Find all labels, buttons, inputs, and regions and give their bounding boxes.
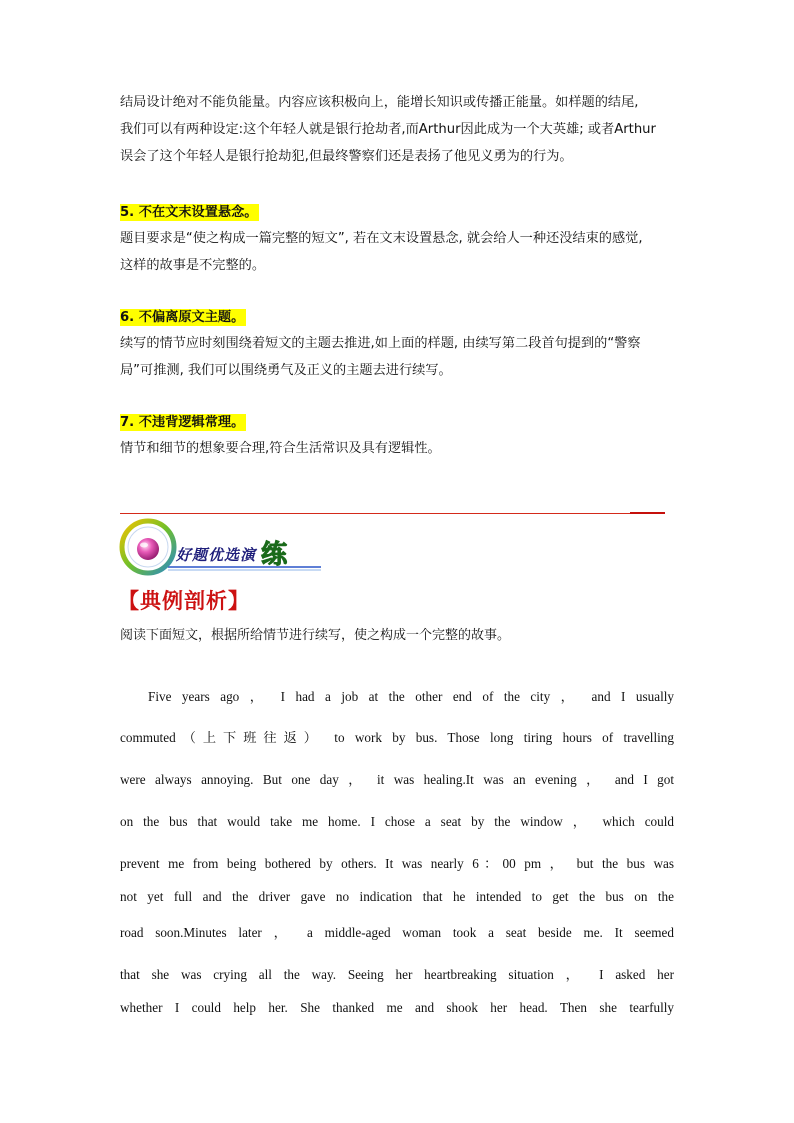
passage-line: not yet full and the driver gave no indication that he intended to get the bus on the xyxy=(120,889,674,904)
body-line: 题目要求是“使之构成一篇完整的短文”, 若在文末设置悬念, 就会给人一种还没结束的感觉, xyxy=(120,231,643,246)
section-heading-6: 6. 不偏离原文主题。 xyxy=(120,310,245,325)
body-line: 情节和细节的想象要合理,符合生活常识及具有逻辑性。 xyxy=(120,441,441,456)
intro-line: 结局设计绝对不能负能量。内容应该积极向上，能增长知识或传播正能量。如样题的结尾, xyxy=(120,95,639,110)
passage-line: were always annoying. But one day ， it was healing.It was an evening ， and I got xyxy=(120,772,674,787)
body-line: 局”可推测, 我们可以围绕勇气及正义的主题去进行续写。 xyxy=(120,363,452,378)
section-title: 【典例剖析】 xyxy=(118,588,250,613)
banner-text-group xyxy=(176,531,287,568)
practice-banner xyxy=(118,518,323,576)
passage-line: commuted（上下班往返） to work by bus. Those long tiring hours of travelling xyxy=(120,730,674,745)
passage-line: road soon.Minutes later ， a middle-aged woman took a seat beside me. It seemed xyxy=(120,925,674,940)
section-body-5 xyxy=(120,225,680,279)
body-line: 续写的情节应时刻围绕着短文的主题去推进,如上面的样题, 由续写第二段首句提到的“警察 xyxy=(120,336,641,351)
body-line: 这样的故事是不完整的。 xyxy=(120,258,266,273)
passage-line: that she was crying all the way. Seeing her heartbreaking situation ， I asked her xyxy=(120,967,674,982)
section-divider xyxy=(120,513,665,514)
passage-line: on the bus that would take me home. I chose a seat by the window ， which could xyxy=(120,814,674,829)
section-body-7 xyxy=(120,435,680,462)
section-body-6 xyxy=(120,330,680,384)
passage-line: prevent me from being bothered by others. It was nearly 6：00 pm ， but the bus was xyxy=(120,856,674,871)
section-heading-7: 7. 不违背逻辑常理。 xyxy=(120,415,245,430)
passage-line: whether I could help her. She thanked me and shook her head. Then she tearfully xyxy=(120,1000,674,1015)
intro-line: 误会了这个年轻人是银行抢劫犯,但最终警察们还是表扬了他见义勇为的行为。 xyxy=(120,149,573,164)
instruction-text: 阅读下面短文，根据所给情节进行续写，使之构成一个完整的故事。 xyxy=(120,628,511,643)
section-divider-accent xyxy=(630,512,665,514)
section-heading-5: 5. 不在文末设置悬念。 xyxy=(120,205,258,220)
intro-line: 我们可以有两种设定:这个年轻人就是银行抢劫者,而Arthur因此成为一个大英雄; 或者Arthur xyxy=(120,122,656,137)
banner-big-char: 练 xyxy=(261,540,288,570)
intro-paragraph xyxy=(120,89,680,170)
banner-text: 好题优选演 xyxy=(176,546,257,564)
pink-orb-icon xyxy=(137,538,159,560)
passage-line: Five years ago ， I had a job at the other end of the city ， and I usually xyxy=(148,689,674,704)
